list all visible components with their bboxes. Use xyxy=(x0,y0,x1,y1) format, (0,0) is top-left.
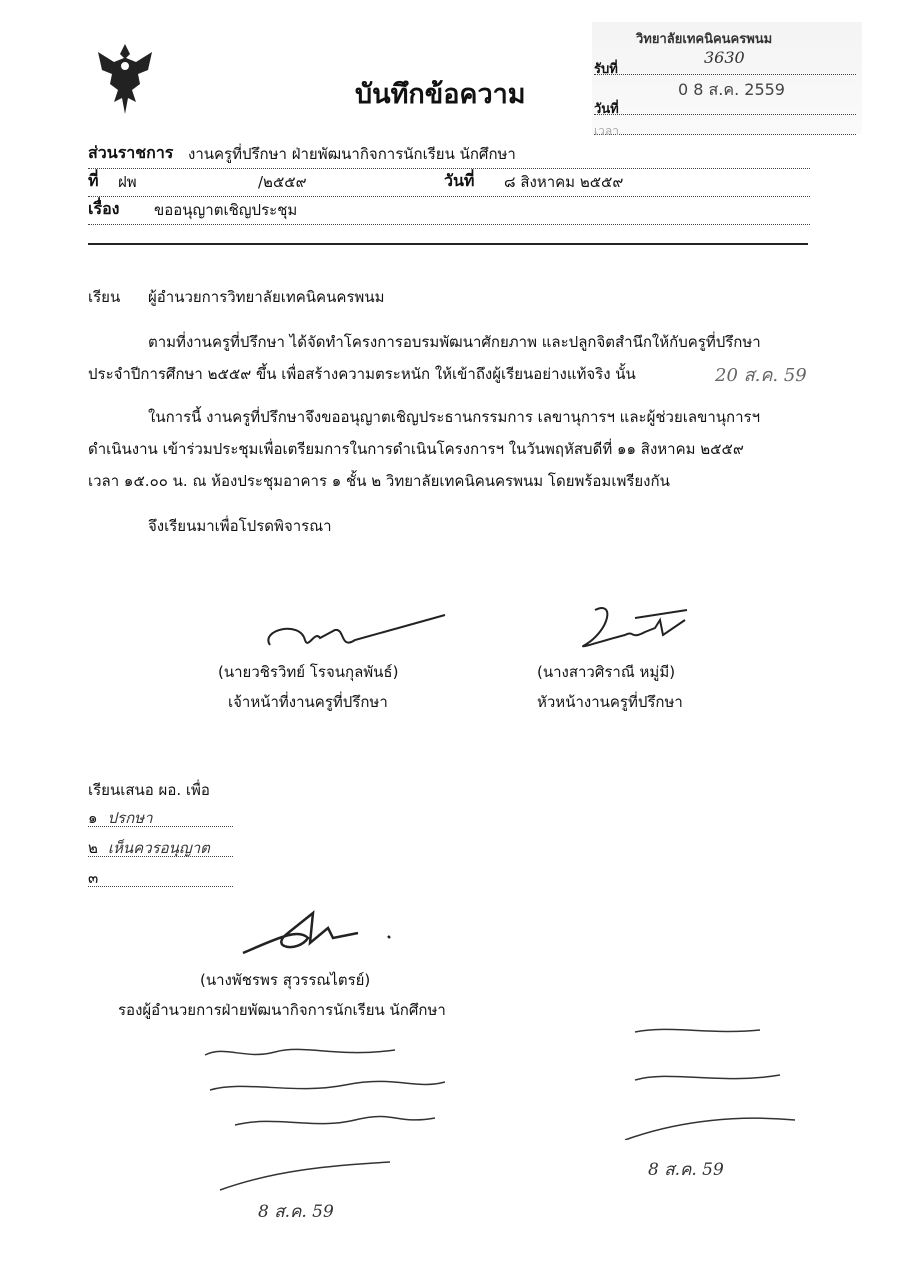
stamp-date-label: วันที่ xyxy=(594,102,619,117)
field-department xyxy=(88,144,810,169)
document-title: บันทึกข้อความ xyxy=(355,79,526,110)
handwritten-comment-left xyxy=(195,1040,455,1140)
proposal-item-2-num: ๒ xyxy=(88,839,98,857)
closing: จึงเรียนมาเพื่อโปรดพิจารณา xyxy=(148,517,332,535)
signature-1 xyxy=(260,610,450,655)
handwritten-note-date: 20 ส.ค. 59 xyxy=(715,365,807,386)
handwritten-comment-right xyxy=(620,1020,800,1140)
ref-value: ฝพ xyxy=(118,173,137,191)
header-divider xyxy=(88,243,808,245)
signer-1-position: เจ้าหน้าที่งานครูที่ปรึกษา xyxy=(228,693,388,711)
dept-label: ส่วนราชการ xyxy=(88,143,174,162)
paragraph-1-line-2: ประจำปีการศึกษา ๒๕๕๙ ขึ้น เพื่อสร้างความตระหนัก ให้เข้าถึงผู้เรียนอย่างแท้จริง นั้น xyxy=(88,365,636,383)
subject-label: เรื่อง xyxy=(88,199,120,218)
handwritten-date-right: 8 ส.ค. 59 xyxy=(648,1160,724,1180)
ref-label: ที่ xyxy=(88,171,99,190)
stamp-date-value: 0 8 ส.ค. 2559 xyxy=(678,80,785,99)
proposal-item-3-num: ๓ xyxy=(88,869,99,887)
receipt-stamp xyxy=(592,22,862,138)
signer-2-name: (นางสาวศิราณี หมู่มี) xyxy=(537,663,676,681)
proposal-item-1-hand: ปรกษา xyxy=(107,809,153,827)
paragraph-2-line-1: ในการนี้ งานครูที่ปรึกษาจึงขออนุญาตเชิญประธานกรรมการ เลขานุการฯ และผู้ช่วยเลขานุการฯ xyxy=(148,408,760,426)
paragraph-2-line-2: ดำเนินงาน เข้าร่วมประชุมเพื่อเตรียมการในการดำเนินโครงการฯ ในวันพฤหัสบดีที่ ๑๑ สิงหาคม ๒๕๕๙ xyxy=(88,440,744,458)
stamp-received-no: 3630 xyxy=(704,48,745,67)
proposal-heading: เรียนเสนอ ผอ. เพื่อ xyxy=(88,781,210,799)
deputy-position: รองผู้อำนวยการฝ่ายพัฒนากิจการนักเรียน นักศึกษา xyxy=(118,1001,446,1019)
salutation: ผู้อำนวยการวิทยาลัยเทคนิคนครพนม xyxy=(148,288,385,306)
stamp-received-label: รับที่ xyxy=(594,62,618,77)
ref-year: /๒๕๕๙ xyxy=(258,173,307,191)
garuda-emblem-icon xyxy=(92,40,158,118)
paragraph-2-line-3: เวลา ๑๕.๐๐ น. ณ ห้องประชุมอาคาร ๑ ชั้น ๒ วิทยาลัยเทคนิคนครพนม โดยพร้อมเพรียงกัน xyxy=(88,472,670,490)
field-reference xyxy=(88,172,810,197)
signer-1-name: (นายวชิรวิทย์ โรจนกุลพันธ์) xyxy=(218,663,399,681)
handwritten-date-left: 8 ส.ค. 59 xyxy=(258,1202,334,1222)
deputy-name: (นางพัชรพร สุวรรณไตรย์) xyxy=(200,971,371,989)
stamp-time-label: เวลา xyxy=(594,124,619,138)
proposal-item-2-hand: เห็นควรอนุญาต xyxy=(107,839,210,857)
stamp-org: วิทยาลัยเทคนิคนครพนม xyxy=(636,32,773,47)
paragraph-1-line-1: ตามที่งานครูที่ปรึกษา ได้จัดทำโครงการอบรมพัฒนาศักยภาพ และปลูกจิตสำนึกให้กับครูที่ปรึกษา xyxy=(148,333,761,351)
date-value: ๘ สิงหาคม ๒๕๕๙ xyxy=(504,173,624,191)
salutation-label: เรียน xyxy=(88,288,121,306)
dept-value: งานครูที่ปรึกษา ฝ่ายพัฒนากิจการนักเรียน นักศึกษา xyxy=(188,145,516,163)
date-label: วันที่ xyxy=(444,171,475,190)
signature-2 xyxy=(575,600,695,655)
field-subject xyxy=(88,200,810,225)
signature-3 xyxy=(238,908,398,963)
subject-value: ขออนุญาตเชิญประชุม xyxy=(154,201,298,219)
proposal-item-1-num: ๑ xyxy=(88,809,98,827)
signer-2-position: หัวหน้างานครูที่ปรึกษา xyxy=(537,693,683,711)
handwritten-line-left xyxy=(215,1160,395,1200)
